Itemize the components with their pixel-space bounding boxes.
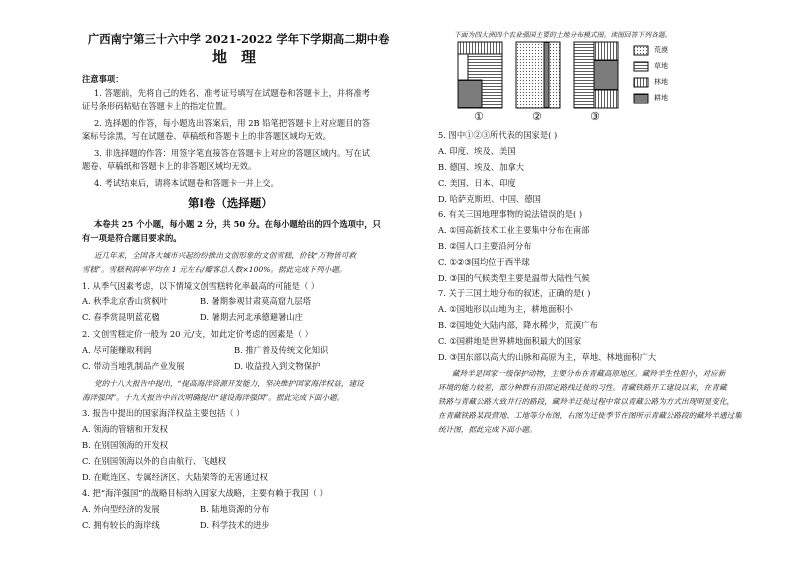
option-d[interactable]: D. 在毗连区、专属经济区、大陆架等的无害通过权 (82, 472, 268, 482)
legend (634, 46, 648, 103)
figure-caption: 下面为四大洲四个农业强国主要的土地分布模式图。读图回答下列各题。 (454, 31, 672, 39)
option-d[interactable]: D. 暑期去河北承德避暑山庄 (200, 312, 303, 322)
passage-text: 铁路与青藏公路大致并行的路段，藏羚羊迁徙过程中常以青藏公路为方式出现明显变化， (438, 397, 735, 406)
option-b[interactable]: B. 推广普及传统文化知识 (234, 345, 329, 355)
option-b[interactable]: B. 暑期参观甘肃莫高窟九层塔 (200, 296, 311, 306)
land-diagram (456, 40, 756, 130)
land-distribution-figure (456, 40, 756, 134)
diagram-3 (574, 42, 618, 108)
passage-text: 海洋强国”。十九大报告中首次明确提出“建设海洋强国”。据此完成下面小题。 (82, 393, 345, 402)
passage-text: 藏羚羊是国家一级保护动物，主要分布在青藏高原地区。藏羚羊生性胆小，对应新 (452, 369, 726, 378)
legend-forest: 林地 (654, 78, 668, 86)
notice-item: 4. 考试结束后，请将本试题卷和答题卡一并上交。 (94, 178, 279, 188)
diagram-2 (516, 42, 560, 108)
section-title: 第Ⅰ卷（选择题） (188, 196, 273, 210)
option-d[interactable]: D. 收益投入到文物保护 (234, 361, 321, 371)
option-b[interactable]: B. ②国人口主要沿河分布 (438, 241, 532, 251)
option-c[interactable]: C. 带动当地乳制品产业发展 (82, 361, 185, 371)
passage-text: 党的十八大报告中提出，“提高海洋资源开发能力，坚决维护国家海洋权益，建设 (94, 379, 364, 388)
option-a[interactable]: A. 秋季北京香山赏枫叶 (82, 296, 168, 306)
option-a[interactable]: A. ①国高新技术工业主要集中分布在南部 (438, 225, 590, 235)
option-d[interactable]: D. ③国的气候类型主要是温带大陆性气候 (438, 273, 590, 283)
legend-grass: 草地 (654, 62, 668, 70)
option-c[interactable]: C. 在别国领海以外的自由航行、飞越权 (82, 456, 227, 466)
question-stem: 6. 有关三国地理事物的说法错误的是( ) (438, 209, 583, 219)
passage-text: 雪糕”。雪糕利润率平均在 1 元左右/瓣客总人数×100%。据此完成下列小题。 (82, 265, 347, 274)
diagram-label-1: ① (474, 110, 484, 123)
option-b[interactable]: B. 陆地资源的分布 (200, 504, 270, 514)
exam-title: 广西南宁第三十六中学 2021-2022 学年下学期高二期中卷 (88, 32, 390, 46)
option-d[interactable]: D. 科学技术的进步 (200, 520, 270, 530)
question-stem: 4. 把“海洋强国”的战略目标纳入国家大战略，主要有赖于我国（ ） (82, 488, 328, 498)
option-b[interactable]: B. 在别国领海的开发权 (82, 440, 169, 450)
option-d[interactable]: D. 哈萨克斯坦、中国、德国 (438, 194, 541, 204)
notice-item: 2. 选择题的作答，每小题选出答案后，用 2B 铅笔把答题卡上对应题目的答 (94, 118, 371, 128)
option-b[interactable]: B. 德国、埃及、加拿大 (438, 162, 525, 172)
notice-item: 证号条形码粘贴在答题卡上的指定位置。 (82, 101, 232, 111)
question-stem: 2. 文创雪糕定价一般为 20 元/支，如此定价考虑的因素是（ ） (82, 329, 313, 339)
option-a[interactable]: A. ①国地形以山地为主，耕地面积小 (438, 304, 573, 314)
legend-desert: 荒漠 (654, 46, 668, 54)
section-intro: 有一项是符合题目要求的。 (82, 233, 182, 243)
notice-item: 题卷、草稿纸和答题卡上的非答题区域均无效。 (82, 161, 257, 171)
passage-text: 环境的能力较差，部分种群有沿固定路线迁徙的习性。青藏铁路开工建设以来，在青藏 (438, 383, 727, 392)
option-a[interactable]: A. 尽可能赚取利润 (82, 345, 152, 355)
option-a[interactable]: A. 外向型经济的发展 (82, 504, 160, 514)
passage-text: 在青藏铁路某段营地、工地等分布图，右图为迁徙季节在图所示青藏公路段的藏羚羊通过集 (438, 411, 742, 420)
question-stem: 7. 关于三国土地分布的叙述，正确的是( ) (438, 288, 591, 298)
option-b[interactable]: B. ②国地处大陆内部，降水稀少，荒漠广布 (438, 320, 598, 330)
passage-text: 统计图，据此完成下面小题。 (438, 425, 537, 434)
option-c[interactable]: C. ①②③国均位于西半球 (438, 257, 530, 267)
option-c[interactable]: C. 美国、日本、印度 (438, 178, 516, 188)
notice-heading: 注意事项： (82, 74, 124, 84)
subject-title: 地理 (212, 48, 271, 66)
option-a[interactable]: A. 印度、埃及、美国 (438, 146, 516, 156)
passage-text: 近几年来，全国各大城市兴起纷纷推出文创形象的文创雪糕，价钱“万物皆可救 (94, 251, 357, 260)
option-c[interactable]: C. 拥有较长的海岸线 (82, 520, 160, 530)
legend-farm: 耕地 (654, 94, 668, 102)
diagram-label-2: ② (532, 110, 542, 123)
notice-item: 1. 答题前，先将自己的姓名、准考证号填写在试题卷和答题卡上，并将准考 (94, 88, 371, 98)
option-d[interactable]: D. ③国东部以高大的山脉和高原为主，草地、林地面积广大 (438, 352, 657, 362)
question-stem: 1. 从季气因素考虑，以下情境文创雪糕转化率最高的可能是（ ） (82, 281, 320, 291)
option-c[interactable]: C. 春季赏昆明蓝花楹 (82, 312, 160, 322)
notice-item: 案标号涂黑，写在试题卷、草稿纸和答题卡上的非答题区域均无效。 (82, 131, 331, 141)
question-stem: 3. 报告中提出的国家海洋权益主要包括（ ） (82, 408, 245, 418)
option-c[interactable]: C. ①国耕地是世界耕地面积最大的国家 (438, 336, 582, 346)
section-intro: 本卷共 25 个小题，每小题 2 分，共 50 分。在每小题给出的四个选项中，只 (94, 219, 381, 229)
option-a[interactable]: A. 领海的管辖和开发权 (82, 424, 168, 434)
diagram-1 (458, 42, 502, 108)
question-stem: 5. 图中①②③所代表的国家是( ) (438, 130, 558, 140)
notice-item: 3. 非选择题的作答：用签字笔直接答在答题卡上对应的答题区域内。写在试 (94, 148, 371, 158)
diagram-label-3: ③ (590, 110, 600, 123)
